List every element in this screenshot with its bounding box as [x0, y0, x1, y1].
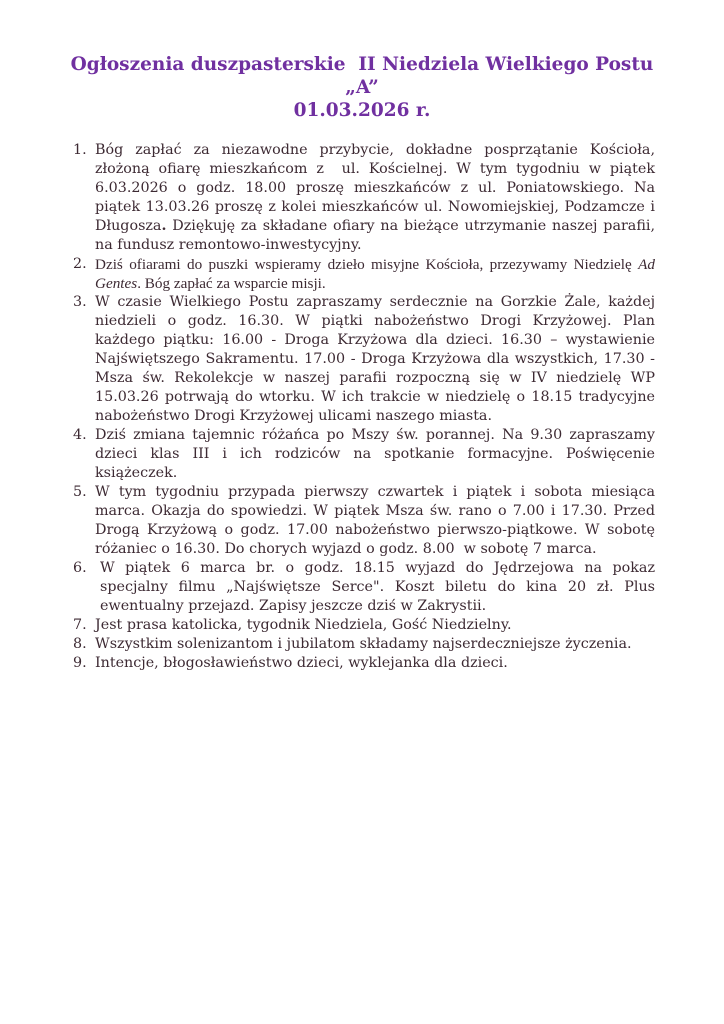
- list-item: [73, 635, 655, 654]
- list-item: [73, 426, 655, 483]
- italic-text-segment: Ad Gentes: [95, 256, 655, 292]
- document-header: [0, 53, 724, 122]
- title-line-2: 01.03.2026 r.: [293, 100, 431, 121]
- list-item-number: 3.: [73, 294, 87, 310]
- list-item-text: [95, 616, 655, 635]
- list-item-number: 9.: [73, 655, 87, 671]
- list-item: [73, 483, 655, 559]
- list-item-number: 1.: [73, 142, 87, 158]
- list-item-number: 2.: [73, 256, 87, 272]
- list-item-text: [95, 426, 655, 483]
- text-segment: Bóg zapłać za niezawodne przybycie, dokładne posprzątanie Kościoła, złożoną ofiarę mieszkańcom z ul. Kościelnej. W tym tygodniu w piątek 6.03.2026 o godz. 18.00 proszę mieszkańców z ul. Poniatowskiego. Na piątek 13.03.26 proszę z kolei mieszkańców ul. Nowomiejskiej, Podzamcze i Długosza: [95, 142, 655, 234]
- list-item: [73, 616, 655, 635]
- list-item-text: [95, 483, 655, 559]
- text-segment: Dziś zmiana tajemnic różańca po Mszy św. porannej. Na 9.30 zapraszamy dzieci klas III i ich rodziców na spotkanie formacyjne. Poświęcenie książeczek.: [95, 427, 655, 481]
- list-item: [73, 141, 655, 255]
- list-item-text: [95, 635, 655, 654]
- list-item-number: 7.: [73, 617, 87, 633]
- list-item-number: 6.: [73, 560, 87, 576]
- list-item-text: [95, 141, 655, 255]
- list-item-number: 4.: [73, 427, 87, 443]
- list-item-text: [95, 559, 655, 616]
- document-title: [0, 53, 724, 122]
- text-segment: Wszystkim solenizantom i jubilatom składamy najserdeczniejsze życzenia.: [95, 636, 632, 652]
- announcements-list: [73, 141, 655, 673]
- text-segment: . Bóg zapłać za wsparcie misji.: [137, 275, 326, 292]
- list-item-number: 5.: [73, 484, 87, 500]
- text-segment: W czasie Wielkiego Postu zapraszamy serdecznie na Gorzkie Żale, każdej niedzieli o godz. 16.30. W piątki nabożeństwo Drogi Krzyżowej. Plan każdego piątku: 16.00 - Droga Krzyżowa dla dzieci. 16.30 – wystawienie Najświętszego Sakramentu. 17.00 - Droga Krzyżowa dla wszystkich, 17.30 - Msza św. Rekolekcje w naszej parafii rozpoczną się w IV niedzielę WP 15.03.26 potrwają do wtorku. W ich trakcie w niedzielę o 18.15 tradycyjne nabożeństwo Drogi Krzyżowej ulicami naszego miasta.: [95, 294, 655, 424]
- bold-text-segment: .: [161, 218, 167, 234]
- text-segment: Jest prasa katolicka, tygodnik Niedziela, Gość Niedzielny.: [95, 617, 512, 633]
- list-item: [73, 255, 655, 293]
- list-item-text: [95, 654, 655, 673]
- list-item-number: 8.: [73, 636, 87, 652]
- list-item: [73, 293, 655, 426]
- list-item: [73, 654, 655, 673]
- list-item-text: [95, 255, 655, 293]
- text-segment: W piątek 6 marca br. o godz. 18.15 wyjazd do Jędrzejowa na pokaz specjalny filmu „Najświętsze Serce". Koszt biletu do kina 20 zł. Plus ewentualny przejazd. Zapisy jeszcze dziś w Zakrystii.: [100, 560, 655, 614]
- text-segment: Dziś ofiarami do puszki wspieramy dzieło misyjne Kościoła, przezywamy Niedzielę: [95, 256, 639, 273]
- title-line-1: Ogłoszenia duszpasterskie II Niedziela Wielkiego Postu „A”: [70, 54, 654, 98]
- text-segment: Intencje, błogosławieństwo dzieci, wyklejanka dla dzieci.: [95, 655, 508, 671]
- text-segment: W tym tygodniu przypada pierwszy czwartek i piątek i sobota miesiąca marca. Okazja do spowiedzi. W piątek Msza św. rano o 7.00 i 17.30. Przed Drogą Krzyżową o godz. 17.00 nabożeństwo pierwszo-piątkowe. W sobotę różaniec o 16.30. Do chorych wyjazd o godz. 8.00 w sobotę 7 marca.: [95, 484, 655, 557]
- text-segment: Dziękuję za składane ofiary na bieżące utrzymanie naszej parafii, na fundusz remontowo-inwestycyjny.: [95, 218, 655, 253]
- list-item: [73, 559, 655, 616]
- list-item-text: [95, 293, 655, 426]
